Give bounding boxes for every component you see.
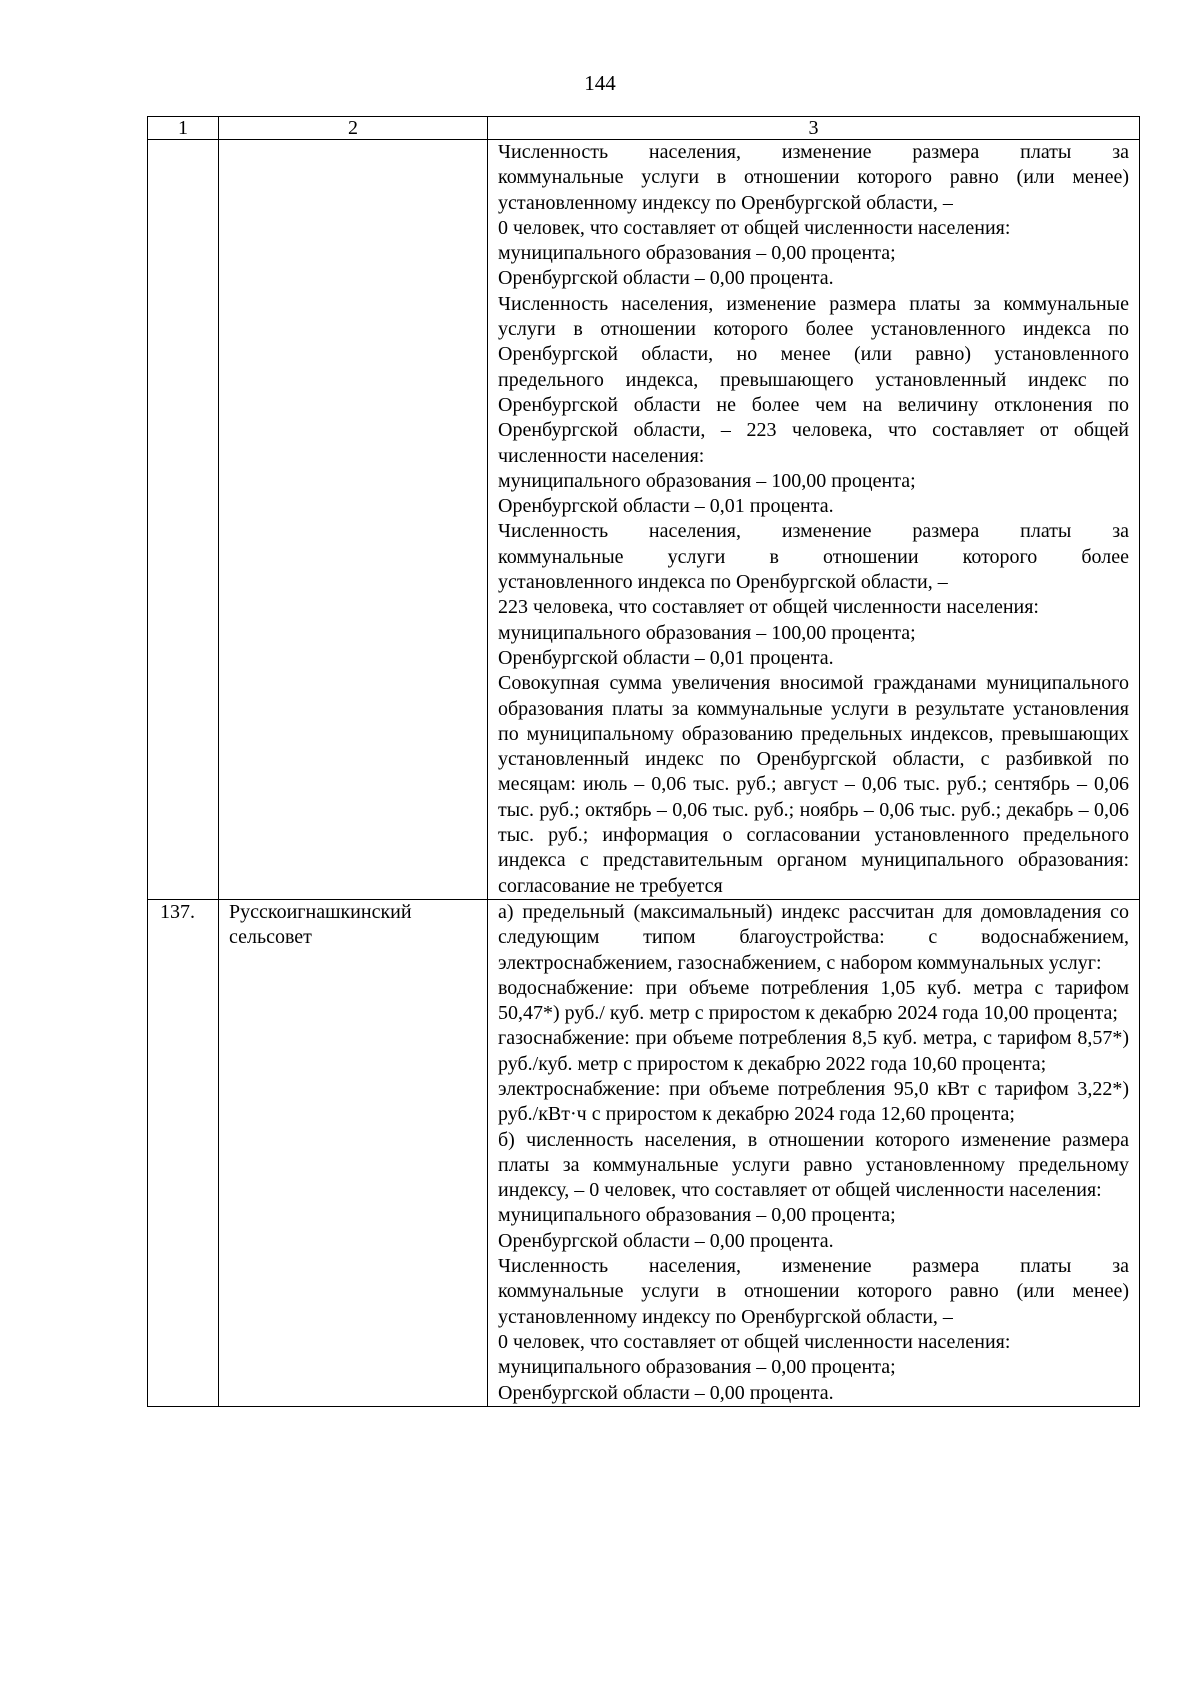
description-paragraph: Оренбургской области – 0,01 процента.: [498, 646, 834, 669]
column-header-3: 3: [488, 117, 1140, 140]
description-paragraph: Оренбургской области – 0,01 процента.: [498, 495, 834, 518]
description-paragraph: водоснабжение: при объеме потребления 1,05 куб. метра с тарифом 50,47*) руб./ куб. метр с приростом к декабрю 2024 года 10,00 процента;: [498, 976, 1129, 1025]
page-number: 144: [584, 71, 616, 95]
description-paragraph: установленному индексу по Оренбургской области, –: [498, 191, 953, 214]
description-paragraph: Оренбургской области – 0,00 процента.: [498, 1381, 834, 1404]
document-table: [147, 116, 1140, 1407]
row-number-cell: [148, 140, 219, 900]
description-paragraph: муниципального образования – 0,00 процента;: [498, 1356, 896, 1379]
table-row: [148, 140, 1140, 900]
description-paragraph: коммунальные услуги в отношении которого равно (или менее): [498, 166, 1129, 189]
description-paragraph: коммунальные услуги в отношении которого более: [498, 545, 1129, 568]
description-paragraph: 223 человека, что составляет от общей численности населения:: [498, 596, 1039, 619]
description-paragraph: Численность населения, изменение размера платы за: [498, 141, 1129, 163]
description-paragraph: установленного индекса по Оренбургской области, –: [498, 571, 948, 594]
description-paragraph: б) численность населения, в отношении которого изменение размера платы за коммунальные услуги равно установленному предельному индексу, – 0 человек, что составляет от общей численности населения:: [498, 1128, 1129, 1202]
description-paragraph: электроснабжение: при объеме потребления 95,0 кВт с тарифом 3,22*) руб./кВт·ч с приростом к декабрю 2024 года 12,60 процента;: [498, 1077, 1129, 1126]
description-paragraph: коммунальные услуги в отношении которого равно (или менее): [498, 1280, 1129, 1303]
description-cell: [488, 140, 1140, 900]
description-paragraph: муниципального образования – 0,00 процента;: [498, 242, 896, 265]
description-paragraph: 0 человек, что составляет от общей численности населения:: [498, 216, 1011, 239]
description-paragraph: Численность населения, изменение размера платы за: [498, 520, 1129, 543]
description-paragraph: Численность населения, изменение размера платы за: [498, 1255, 1129, 1278]
description-paragraph: Оренбургской области – 0,00 процента.: [498, 1229, 834, 1252]
table-row: [148, 899, 1140, 1406]
column-header-2: 2: [219, 117, 488, 140]
municipality-name-cell: Русскоигнашкинский сельсовет: [219, 899, 488, 1406]
description-paragraph: муниципального образования – 100,00 процента;: [498, 469, 916, 492]
column-header-1: 1: [148, 117, 219, 140]
description-paragraph: муниципального образования – 100,00 процента;: [498, 621, 916, 644]
description-paragraph: Совокупная сумма увеличения вносимой гражданами муниципального образования платы за коммунальные услуги в результате установления по муниципальному образованию предельных индексов, превышающих установленный индекс по Оренбургской области, с разбивкой по месяцам: июль – 0,06 тыс. руб.; август – 0,06 тыс. руб.; сентябрь – 0,06 тыс. руб.; октябрь – 0,06 тыс. руб.; ноябрь – 0,06 тыс. руб.; декабрь – 0,06 тыс. руб.; информация о согласовании установленного предельного индекса с представительным органом муниципального образования: согласование не требуется: [498, 672, 1129, 897]
description-paragraph: муниципального образования – 0,00 процента;: [498, 1204, 896, 1227]
description-paragraph: установленному индексу по Оренбургской области, –: [498, 1305, 953, 1328]
description-paragraph: Оренбургской области – 0,00 процента.: [498, 267, 834, 290]
table-body: [148, 140, 1140, 1407]
description-cell: [488, 899, 1140, 1406]
description-paragraph: Численность населения, изменение размера платы за коммунальные услуги в отношении которого более установленного индекса по Оренбургской области, но менее (или равно) установленного предельного индекса, превышающего установленный индекс по Оренбургской области не более чем на величину отклонения по Оренбургской области, – 223 человека, что составляет от общей численности населения:: [498, 292, 1129, 467]
municipality-name-cell: [219, 140, 488, 900]
description-paragraph: газоснабжение: при объеме потребления 8,5 куб. метра, с тарифом 8,57*) руб./куб. метр с приростом к декабрю 2022 года 10,60 процента;: [498, 1027, 1129, 1075]
description-paragraph: а) предельный (максимальный) индекс рассчитан для домовладения со следующим типом благоустройства: с водоснабжением, электроснабжением, газоснабжением, с набором коммунальных услуг:: [498, 900, 1129, 974]
description-paragraph: 0 человек, что составляет от общей численности населения:: [498, 1330, 1011, 1353]
row-number-cell: 137.: [148, 899, 219, 1406]
table-header-row: [148, 117, 1140, 140]
